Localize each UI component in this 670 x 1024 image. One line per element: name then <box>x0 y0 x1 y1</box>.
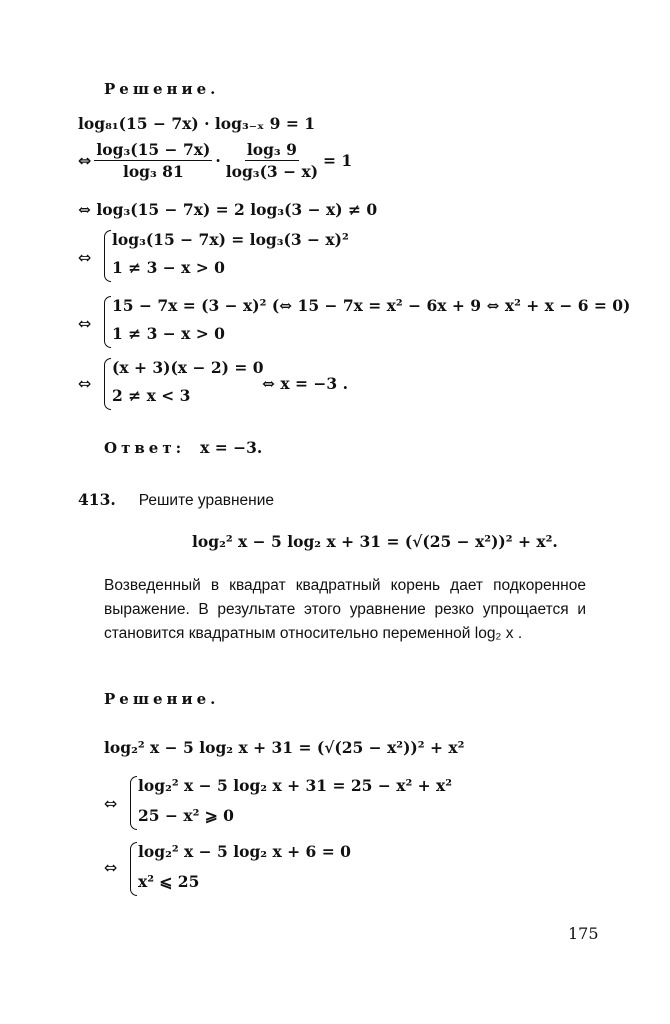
system-5-line-b: x² ⩽ 25 <box>138 872 200 891</box>
system-3-line-b: 2 ≠ x < 3 <box>112 386 191 405</box>
system-2-line-b: 1 ≠ 3 − x > 0 <box>112 324 225 343</box>
fraction-2-denominator: log₃(3 − x) <box>225 162 319 181</box>
system-brace <box>104 230 111 282</box>
system-4-line-b: 25 − x² ⩾ 0 <box>138 806 234 825</box>
equivalence-arrow: ⇔ <box>78 374 92 393</box>
system-2-line-a: 15 − 7x = (3 − x)² (⇔ 15 − 7x = x² − 6x + 9 ⇔ x² + x − 6 = 0) <box>112 296 631 315</box>
system-brace <box>104 296 111 348</box>
system-3-result: ⇔ x = −3 . <box>262 374 348 393</box>
solution-heading-2: Решение. <box>104 690 220 708</box>
equivalence-arrow: ⇔ <box>104 794 118 813</box>
answer-value: x = −3. <box>200 438 263 457</box>
fraction-1 <box>94 140 212 181</box>
problem-number: 413. <box>78 490 116 509</box>
equation-line-1: log₈₁(15 − 7x) · log₃₋ₓ 9 = 1 <box>78 114 316 133</box>
equivalence-arrow: ⇔ <box>78 248 92 267</box>
problem-title: Решите уравнение <box>138 492 274 509</box>
system-5-line-a: log₂² x − 5 log₂ x + 6 = 0 <box>138 842 351 861</box>
fraction-1-numerator: log₃(15 − 7x) <box>96 140 211 159</box>
answer-label: Ответ: <box>104 439 186 457</box>
system-4-line-a: log₂² x − 5 log₂ x + 31 = 25 − x² + x² <box>138 776 453 795</box>
fraction-rhs: = 1 <box>323 151 353 170</box>
system-3-line-a: (x + 3)(x − 2) = 0 <box>112 358 264 377</box>
hint-paragraph: Возведенный в квадрат квадратный корень дает подкоренное выражение. В результате этого уравнение резко упрощается и становится квадратным относительно переменной log₂ x . <box>104 577 586 642</box>
fraction-2 <box>224 140 320 181</box>
answer-line <box>104 438 262 457</box>
problem-equation: log₂² x − 5 log₂ x + 31 = (√(25 − x²))² + x². <box>192 532 558 551</box>
system-1-line-a: log₃(15 − 7x) = log₃(3 − x)² <box>112 230 349 249</box>
equivalence-arrow: ⇔ <box>78 151 92 170</box>
equivalence-arrow: ⇔ <box>78 314 92 333</box>
problem-header <box>78 490 274 510</box>
system-brace <box>130 842 137 896</box>
fraction-1-denominator: log₃ 81 <box>122 162 184 181</box>
fraction-2-numerator: log₃ 9 <box>246 140 297 159</box>
system-1-line-b: 1 ≠ 3 − x > 0 <box>112 258 225 277</box>
solution-heading: Решение. <box>104 80 220 98</box>
page-number: 175 <box>568 924 599 943</box>
system-brace <box>130 776 137 830</box>
system-brace <box>104 358 111 410</box>
equation-line-3: ⇔ log₃(15 − 7x) = 2 log₃(3 − x) ≠ 0 <box>78 200 378 219</box>
equivalence-arrow: ⇔ <box>104 858 118 877</box>
equation-line-2: ⇔ $\frac{\text{log₃(15 − 7x)}}{\text{log₃ 81}}$ · $\frac{\text{log₃ 9}}{\text{log₃(3 − x)}}$ = 1 <box>78 140 353 181</box>
solution-2-equation: log₂² x − 5 log₂ x + 31 = (√(25 − x²))² + x² <box>104 738 465 757</box>
